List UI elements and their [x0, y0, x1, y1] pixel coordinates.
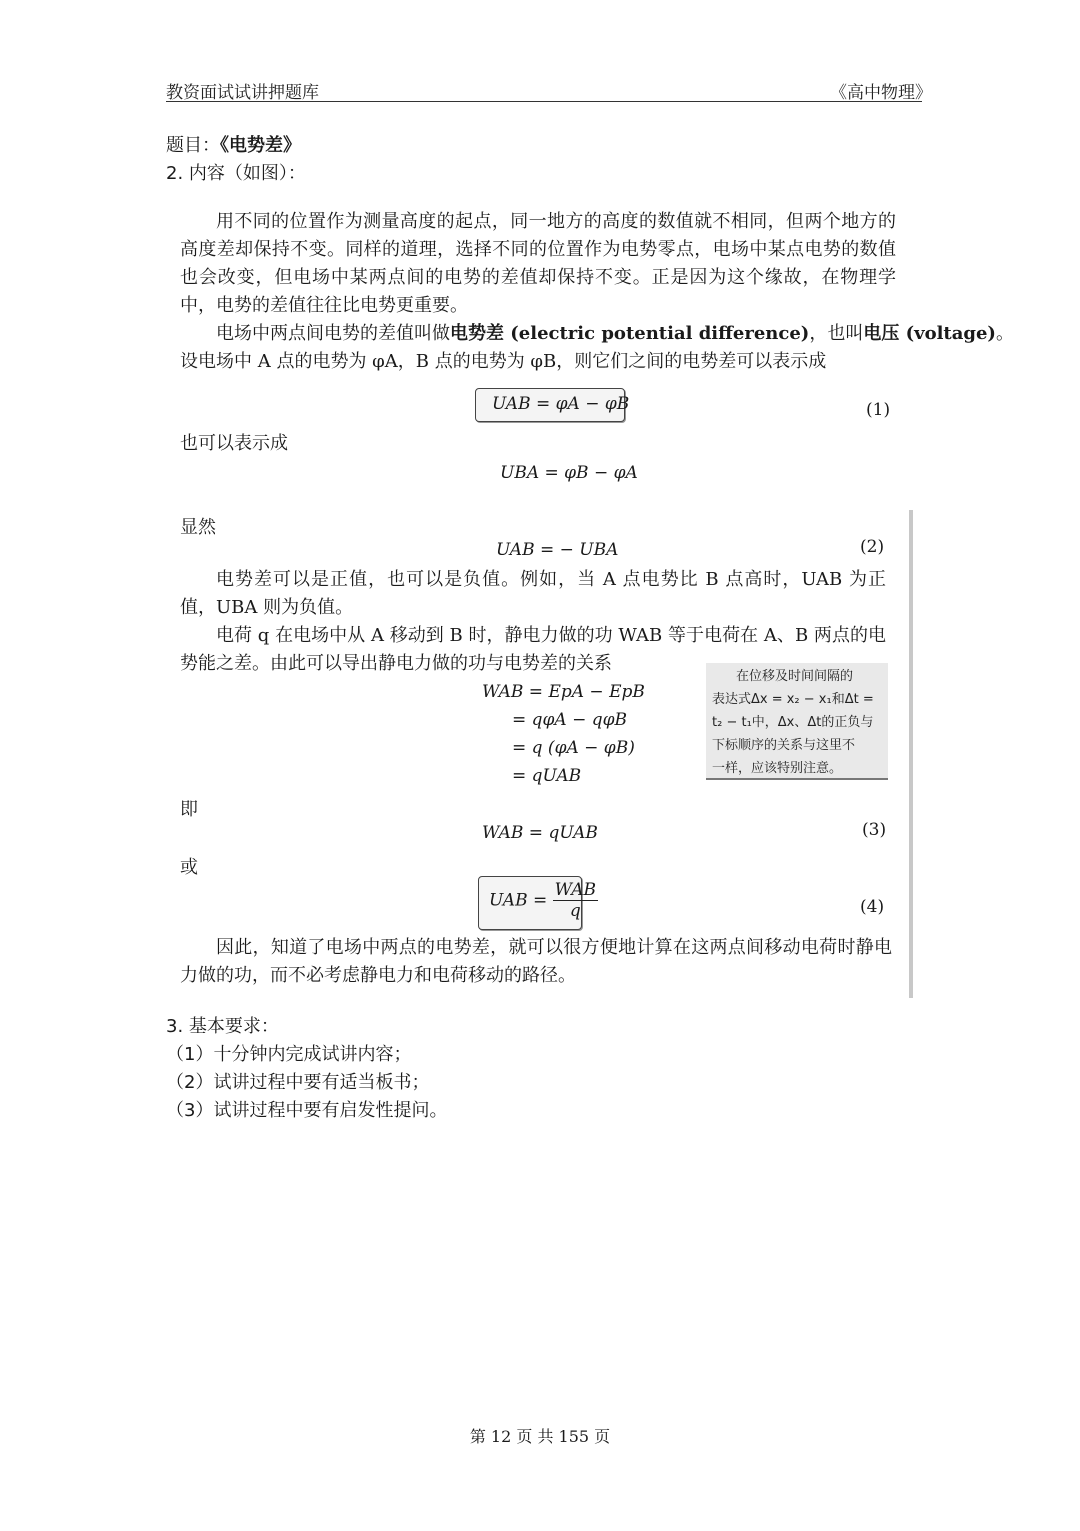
header-divider [166, 101, 922, 102]
equation-4-fraction [553, 880, 598, 921]
para2-mid: ，也叫 [809, 323, 864, 344]
term-voltage: 电压 (voltage) [863, 323, 996, 344]
side-note [706, 663, 888, 780]
equation-4 [489, 880, 598, 921]
requirement-item: （2）试讲过程中要有适当板书； [166, 1072, 430, 1093]
equation-1: UAB = φA − φB [492, 394, 630, 414]
content-heading: 2. 内容（如图）： [166, 163, 306, 184]
note-line: 在位移及时间间隔的 [736, 669, 854, 684]
equation-4-numerator: WAB [554, 880, 597, 900]
note-line: 表达式Δx = x₂ − x₁和Δt = [712, 692, 874, 707]
derivation-line-3: = q (φA − φB) [512, 738, 635, 758]
huo-text: 或 [180, 857, 198, 878]
scan-margin-line [909, 510, 913, 998]
equation-4-number: (4) [860, 897, 885, 917]
equation-uba: UBA = φB − φA [500, 463, 638, 483]
equation-1-number: (1) [866, 400, 891, 420]
term-potential-difference: 电势差 (electric potential difference) [450, 323, 810, 344]
textbook-para-1: 用不同的位置作为测量高度的起点，同一地方的高度的数值就不相同，但两个地方的高度差却保持不变。同样的道理，选择不同的位置作为电势零点，电场中某点电势的数值也会改变，但电场中某两点间的电势的差值却保持不变。正是因为这个缘故，在物理学中，电势的差值往往比电势更重要。 [180, 211, 896, 316]
equation-2-number: (2) [860, 537, 885, 557]
also-text: 也可以表示成 [180, 433, 288, 454]
equation-2: UAB = − UBA [496, 540, 619, 560]
para2-start: 电场中两点间电势的差值叫做 [216, 323, 450, 344]
textbook-para-3: 电势差可以是正值，也可以是负值。例如，当 A 点电势比 B 点高时，UAB 为正值，UBA 则为负值。 [180, 569, 886, 618]
obviously-text: 显然 [180, 517, 216, 538]
note-line: 一样，应该特别注意。 [712, 761, 843, 776]
equation-4-lhs: UAB = [489, 890, 548, 911]
textbook-para-4: 电荷 q 在电场中从 A 移动到 B 时，静电力做的功 WAB 等于电荷在 A、B 两点的电势能之差。由此可以导出静电力做的功与电势差的关系 [180, 625, 886, 674]
header-right: 《高中物理》 [830, 83, 932, 103]
textbook-para-2 [216, 320, 1014, 348]
equation-3-number: (3) [862, 820, 887, 840]
derivation-line-4: = qUAB [512, 766, 582, 786]
textbook-para-2-line2: 设电场中 A 点的电势为 φA，B 点的电势为 φB，则它们之间的电势差可以表示成 [180, 351, 827, 372]
derivation-line-2: = qφA − qφB [512, 710, 628, 730]
page-footer: 第 12 页 共 155 页 [469, 1427, 611, 1446]
requirements-heading: 3. 基本要求： [166, 1016, 279, 1037]
derivation-line-1: WAB = EpA − EpB [482, 682, 645, 702]
title-prefix: 题目： [166, 135, 220, 156]
para2-end: 。 [995, 323, 1014, 344]
ji-text: 即 [180, 799, 198, 820]
title-name: 《电势差》 [220, 135, 301, 156]
note-line: t₂ − t₁中，Δx、Δt的正负与 [712, 715, 874, 730]
note-line: 下标顺序的关系与这里不 [712, 738, 856, 753]
requirement-item: （3）试讲过程中要有启发性提问。 [166, 1100, 448, 1121]
equation-3: WAB = qUAB [482, 823, 598, 843]
equation-4-denominator: q [569, 901, 581, 921]
header-left: 教资面试试讲押题库 [166, 83, 319, 103]
requirement-item: （1）十分钟内完成试讲内容； [166, 1044, 412, 1065]
textbook-para-5: 因此，知道了电场中两点的电势差，就可以很方便地计算在这两点间移动电荷时静电力做的功，而不必考虑静电力和电荷移动的路径。 [180, 937, 892, 986]
page-title [166, 132, 301, 160]
